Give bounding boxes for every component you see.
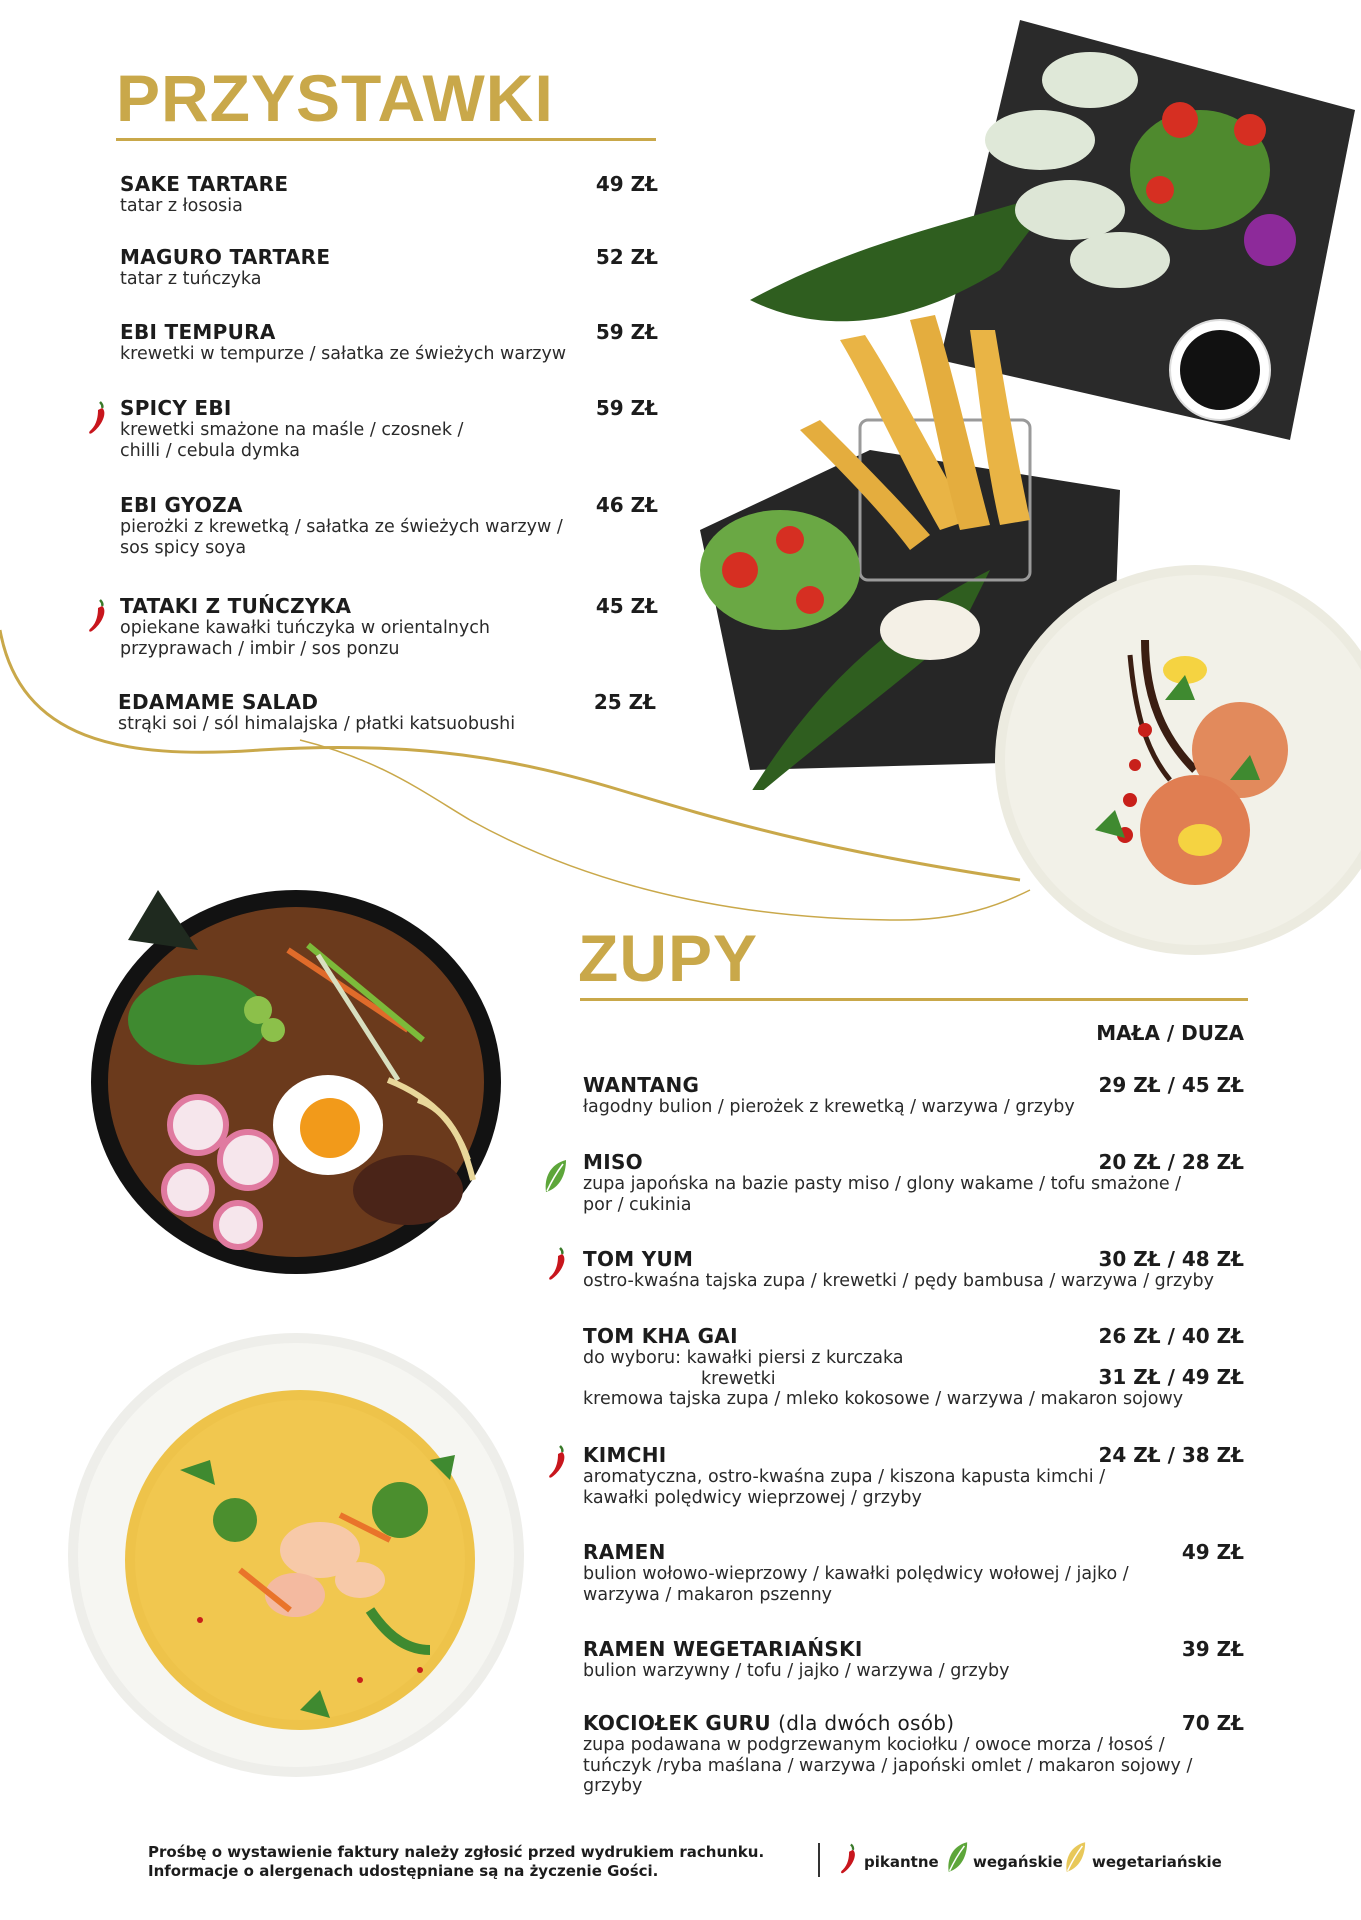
item-name: EDAMAME SALAD xyxy=(118,690,319,714)
vegetarian-leaf-icon xyxy=(1063,1840,1087,1874)
menu-item xyxy=(118,690,515,735)
chili-icon xyxy=(548,1246,570,1282)
item-price: 26 ZŁ / 40 ZŁ xyxy=(1098,1324,1244,1348)
item-desc: ostro-kwaśna tajska zupa / krewetki / pędy bambusa / warzywa / grzyby xyxy=(583,1271,1214,1291)
menu-item xyxy=(120,594,490,659)
item-desc: aromatyczna, ostro-kwaśna zupa / kiszona kapusta kimchi / xyxy=(583,1467,1106,1487)
item-desc: krewetki w tempurze / sałatka ze świeżych warzyw xyxy=(120,344,567,364)
item-desc: bulion wołowo-wieprzowy / kawałki polędwicy wołowej / jajko / xyxy=(583,1564,1129,1584)
item-price: 30 ZŁ / 48 ZŁ xyxy=(1098,1247,1244,1271)
item-price: 49 ZŁ xyxy=(595,172,658,196)
item-name: TATAKI Z TUŃCZYKA xyxy=(120,594,352,618)
item-name: RAMEN xyxy=(583,1540,666,1564)
item-name: KIMCHI xyxy=(583,1443,667,1467)
item-name: EBI GYOZA xyxy=(120,493,243,517)
item-name xyxy=(583,1711,1192,1735)
menu-item xyxy=(583,1443,1105,1508)
menu-item xyxy=(583,1324,1183,1410)
item-price: 45 ZŁ xyxy=(595,594,658,618)
item-price: 52 ZŁ xyxy=(595,245,658,269)
item-desc: do wyboru: kawałki piersi z kurczaka xyxy=(583,1348,904,1368)
item-desc: bulion warzywny / tofu / jajko / warzywa / grzyby xyxy=(583,1661,1010,1681)
food-photo-ramen-bowl xyxy=(58,860,508,1280)
item-desc: tuńczyk /ryba maślana / warzywa / japoński omlet / makaron sojowy / xyxy=(583,1755,1193,1776)
vegan-leaf-icon xyxy=(542,1158,568,1194)
chili-icon xyxy=(88,598,110,634)
item-desc: przyprawach / imbir / sos ponzu xyxy=(120,638,400,659)
item-desc: sos spicy soya xyxy=(120,537,247,558)
item-desc: grzyby xyxy=(583,1776,643,1796)
item-price: 59 ZŁ xyxy=(595,396,658,420)
item-desc: strąki soi / sól himalajska / płatki katsuobushi xyxy=(118,714,516,734)
item-name-main: KOCIOŁEK GURU xyxy=(583,1711,771,1735)
item-price: 29 ZŁ / 45 ZŁ xyxy=(1098,1073,1244,1097)
menu-item xyxy=(120,172,288,217)
item-desc: tatar z łososia xyxy=(120,196,243,216)
legend-label: wegetariańskie xyxy=(1092,1853,1222,1871)
item-price: 59 ZŁ xyxy=(595,320,658,344)
item-name-note: (dla dwóch osób) xyxy=(778,1711,955,1735)
chili-icon xyxy=(548,1444,570,1480)
item-price: 46 ZŁ xyxy=(595,493,658,517)
menu-item xyxy=(583,1073,1075,1118)
menu-item xyxy=(120,320,566,365)
food-photo-tartare-plate xyxy=(995,560,1361,980)
item-desc: kremowa tajska zupa / mleko kokosowe / warzywa / makaron sojowy xyxy=(583,1389,1184,1409)
item-price: 24 ZŁ / 38 ZŁ xyxy=(1098,1443,1244,1467)
item-desc: łagodny bulion / pierożek z krewetką / warzywa / grzyby xyxy=(583,1097,1075,1117)
section-title-zupy: ZUPY xyxy=(578,921,759,995)
item-name: WANTANG xyxy=(583,1073,700,1097)
item-price: 20 ZŁ / 28 ZŁ xyxy=(1098,1150,1244,1174)
menu-item xyxy=(120,245,330,290)
item-desc: tatar z tuńczyka xyxy=(120,269,262,289)
item-desc: zupa podawana w podgrzewanym kociołku / owoce morza / łosoś / xyxy=(583,1735,1165,1755)
section-rule-przystawki xyxy=(116,138,656,141)
item-price: 49 ZŁ xyxy=(1181,1540,1244,1564)
item-desc: opiekane kawałki tuńczyka w orientalnych xyxy=(120,618,490,638)
item-desc: kawałki polędwicy wieprzowej / grzyby xyxy=(583,1487,922,1508)
item-name: TOM YUM xyxy=(583,1247,694,1271)
chili-icon xyxy=(88,400,110,436)
food-photo-tom-kha-soup xyxy=(60,1320,530,1780)
item-name: MAGURO TARTARE xyxy=(120,245,331,269)
menu-item xyxy=(583,1540,1129,1605)
item-desc: por / cukinia xyxy=(583,1194,692,1215)
item-desc: krewetki smażone na maśle / czosnek / xyxy=(120,420,464,440)
section-title-przystawki: PRZYSTAWKI xyxy=(116,61,554,135)
footer-line: Informacje o alergenach udostępniane są na życzenie Gości. xyxy=(148,1862,659,1880)
item-price: 39 ZŁ xyxy=(1181,1637,1244,1661)
menu-item xyxy=(120,493,563,558)
item-name: EBI TEMPURA xyxy=(120,320,276,344)
menu-item xyxy=(120,396,463,461)
menu-item xyxy=(583,1637,1010,1682)
menu-item xyxy=(583,1711,1192,1797)
item-desc: chilli / cebula dymka xyxy=(120,440,300,461)
item-desc: zupa japońska na bazie pasty miso / glony wakame / tofu smażone / xyxy=(583,1174,1182,1194)
chili-icon xyxy=(840,1842,860,1876)
item-desc: warzywa / makaron pszenny xyxy=(583,1584,833,1605)
legend-label: pikantne xyxy=(864,1853,939,1871)
item-price: 25 ZŁ xyxy=(593,690,656,714)
legend-label: wegańskie xyxy=(973,1853,1063,1871)
section-rule-zupy xyxy=(580,998,1248,1001)
item-name: RAMEN WEGETARIAŃSKI xyxy=(583,1637,863,1661)
item-name: SPICY EBI xyxy=(120,396,232,420)
item-desc: krewetki xyxy=(701,1368,776,1389)
footer-note xyxy=(148,1843,764,1881)
size-header: MAŁA / DUZA xyxy=(1096,1021,1244,1045)
vegan-leaf-icon xyxy=(945,1840,969,1874)
item-desc: pierożki z krewetką / sałatka ze świeżych warzyw / xyxy=(120,517,563,537)
item-name: SAKE TARTARE xyxy=(120,172,289,196)
menu-item xyxy=(583,1150,1181,1215)
item-price: 70 ZŁ xyxy=(1181,1711,1244,1735)
item-name: TOM KHA GAI xyxy=(583,1324,738,1348)
item-price-alt: 31 ZŁ / 49 ZŁ xyxy=(1098,1365,1244,1389)
footer-divider xyxy=(818,1843,820,1877)
footer-line: Prośbę o wystawienie faktury należy zgłosić przed wydrukiem rachunku. xyxy=(148,1843,765,1861)
item-name: MISO xyxy=(583,1150,643,1174)
